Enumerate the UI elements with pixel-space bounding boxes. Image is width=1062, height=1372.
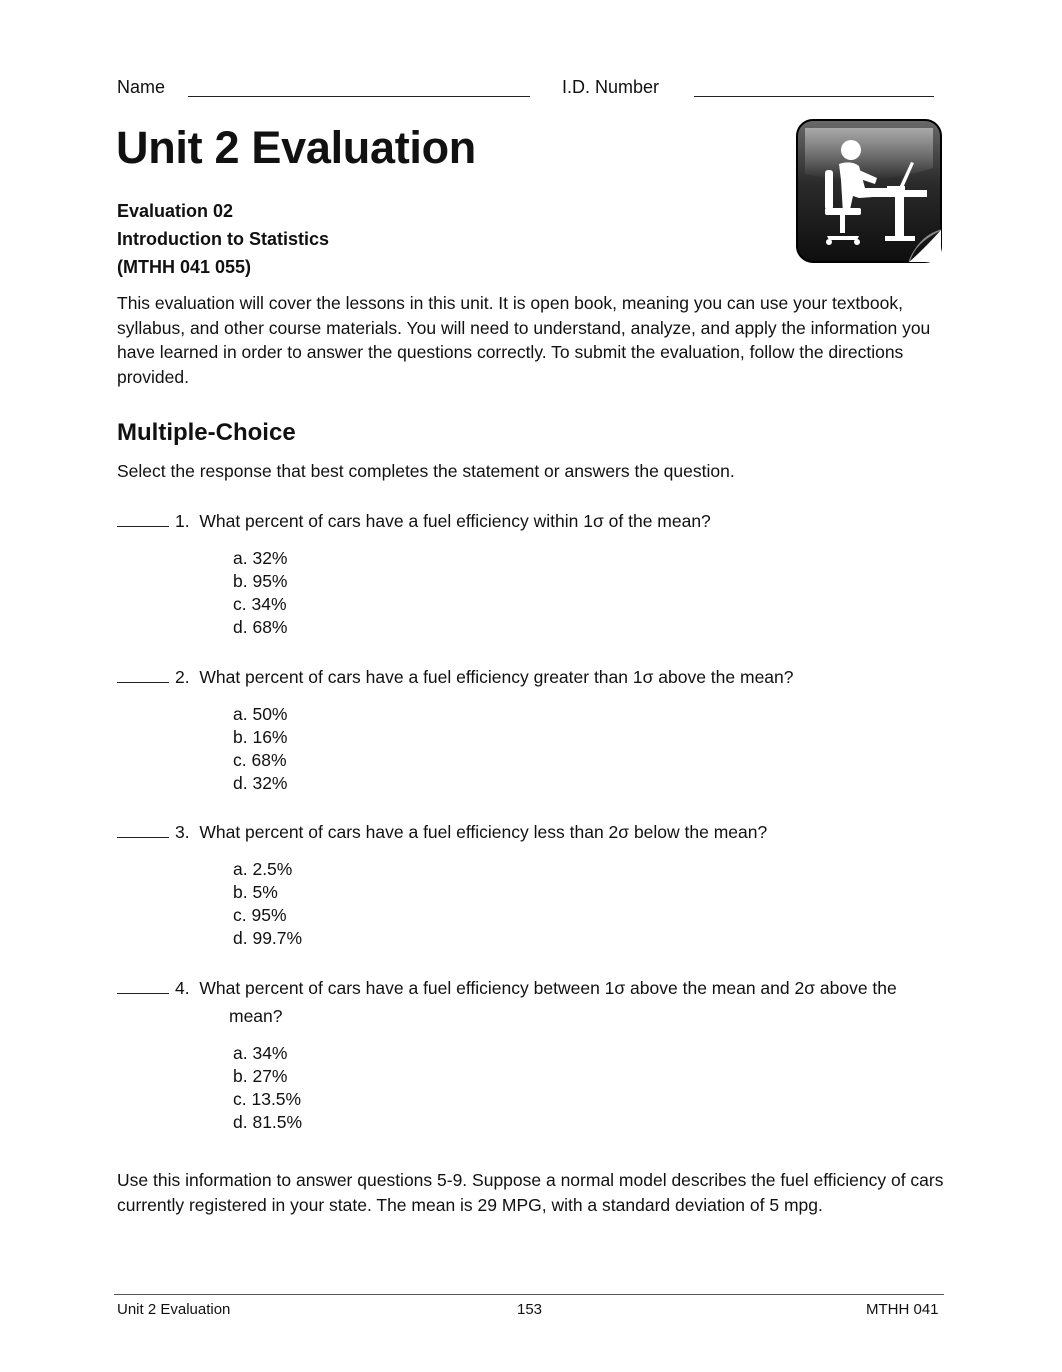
question-4 [117,974,947,1030]
option-3b: b. 5% [233,882,278,902]
question-text: What percent of cars have a fuel efficiency within 1σ of the mean? [199,511,711,531]
options-1 [233,547,287,639]
question-text-continued: mean? [229,1006,283,1026]
answer-blank-2[interactable] [117,668,169,683]
course-name: Introduction to Statistics [117,229,330,249]
option-4a: a. 34% [233,1043,288,1063]
question-2 [117,663,947,691]
option-1b: b. 95% [233,571,288,591]
name-label: Name [117,77,166,97]
course-code: (MTHH 041 055) [117,257,252,277]
options-3 [233,858,302,950]
options-4 [233,1042,302,1134]
option-3d: d. 99.7% [233,928,303,948]
evaluation-number: Evaluation 02 [117,201,234,221]
option-2d: d. 32% [233,773,288,793]
option-1c: c. 34% [233,594,287,614]
answer-blank-4[interactable] [117,979,169,994]
question-3 [117,818,947,846]
option-2c: c. 68% [233,750,287,770]
id-number-label: I.D. Number [562,77,660,97]
option-4c: c. 13.5% [233,1089,302,1109]
page-title: Unit 2 Evaluation [116,122,476,173]
option-1d: d. 68% [233,617,288,637]
option-3c: c. 95% [233,905,287,925]
question-text: What percent of cars have a fuel efficiency greater than 1σ above the mean? [199,667,794,687]
footer-right: MTHH 041 [866,1301,939,1318]
question-number: 1. [175,511,190,531]
question-number: 3. [175,822,190,842]
answer-blank-3[interactable] [117,823,169,838]
student-at-desk-icon [795,118,943,264]
page-number: 153 [517,1301,543,1318]
question-number: 2. [175,667,190,687]
answer-blank-1[interactable] [117,512,169,527]
question-text: What percent of cars have a fuel efficiency less than 2σ below the mean? [199,822,768,842]
id-number-field-line[interactable] [694,96,934,97]
option-3a: a. 2.5% [233,859,293,879]
info-paragraph: Use this information to answer questions 5-9. Suppose a normal model describes the fuel efficiency of cars currently registered in your state. The mean is 29 MPG, with a standard deviation of 5 mpg. [117,1170,944,1215]
options-2 [233,703,287,795]
intro-paragraph: This evaluation will cover the lessons in this unit. It is open book, meaning you can use your textbook, syllabus, and other course materials. You will need to understand, analyze, and apply the information you have learned in order to answer the questions correctly. To submit the evaluation, follow the directions provided. [117,293,931,387]
option-4d: d. 81.5% [233,1112,303,1132]
question-1 [117,507,947,535]
option-1a: a. 32% [233,548,288,568]
option-2b: b. 16% [233,727,288,747]
section-instructions: Select the response that best completes the statement or answers the question. [117,461,735,481]
option-4b: b. 27% [233,1066,288,1086]
option-2a: a. 50% [233,704,288,724]
question-text: What percent of cars have a fuel efficiency between 1σ above the mean and 2σ above the [199,978,897,998]
section-heading: Multiple-Choice [117,419,296,446]
footer-divider [114,1294,944,1295]
footer-left: Unit 2 Evaluation [117,1301,231,1318]
question-number: 4. [175,978,190,998]
name-field-line[interactable] [188,96,530,97]
